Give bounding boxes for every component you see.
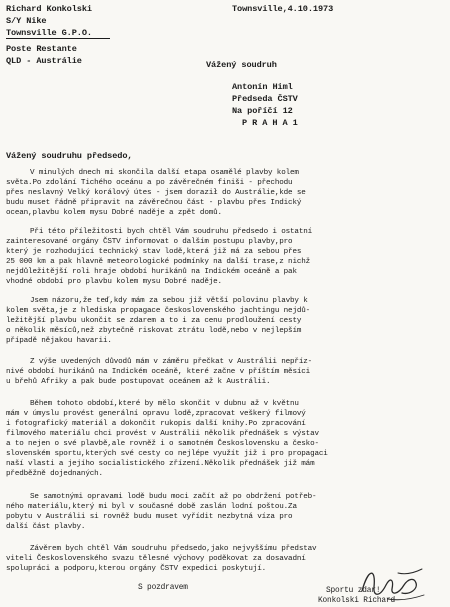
sender-city: Townsville G.P.O.: [6, 28, 92, 38]
sender-yacht: S/Y Nike: [6, 16, 47, 26]
paragraph-line: slovenském sportu,kterých své cesty co nejlépe využít již i pro propagaci: [6, 450, 328, 458]
paragraph-line: u břehů Afriky a pak bude postupovat oceánem až k Austrálii.: [6, 378, 271, 386]
paragraph-line: Při této příležitosti bych chtěl Vám soudruhu předsedo i ostatní: [30, 228, 313, 236]
addressee-title: Předseda ČSTV: [232, 94, 298, 104]
paragraph-line: kolem světa,je z hlediska propagace československého jachtingu nejdů-: [6, 307, 311, 315]
paragraph-line: o několik měsíců,než zbytečně riskovat ztrátu lodě,nebo v nejlepším: [6, 327, 302, 335]
letter-date: Townsville,4.10.1973: [232, 4, 334, 14]
paragraph-line: Závěrem bych chtěl Vám soudruhu předsedo,jako nejvyššímu představ: [30, 545, 317, 553]
paragraph-line: 25 000 km a pak hlavně meteorologické podmínky na další trase,z nichž: [6, 258, 311, 266]
paragraph-line: pobytu v Austrálii si rovněž budu muset vyřídit nezbytná víza pro: [6, 513, 293, 521]
paragraph-line: vhodné období pro plavbu kolem mysu Dobré naděje.: [6, 278, 222, 286]
paragraph-line: nivé období hurikánů na Indickém oceáně, které začne v příštím měsíci: [6, 368, 311, 376]
closing: S pozdravem: [138, 584, 188, 592]
paragraph-line: ného materiálu,který mi byl v současné době zaslán lodní poštou.Za: [6, 503, 297, 511]
paragraph-line: Během tohoto období,které by mělo skončit v dubnu až v květnu: [30, 400, 299, 408]
paragraph-line: spolupráci a podporu,kterou orgány ČSTV expedici poskytují.: [6, 565, 267, 573]
sender-city-underline: [6, 38, 110, 39]
paragraph-line: V minulých dnech mi skončila další etapa osamělé plavby kolem: [30, 169, 299, 177]
paragraph-line: předběžně dojednaných.: [6, 470, 103, 478]
addressee-name: Antonín Himl: [232, 82, 293, 92]
paragraph-line: mám v úmyslu provést generální opravu lodě,zpracovat veškerý filmový: [6, 410, 306, 418]
sender-poste-restante: Poste Restante: [6, 44, 77, 54]
addressee-greeting: Vážený soudruh: [206, 60, 277, 70]
signoff: Sportu zdar!: [326, 587, 381, 595]
paragraph-line: viteli Československého svazu tělesné výchovy poděkovat za dosavadní: [6, 555, 306, 563]
paragraph-line: ocean,plavbu kolem mysu Dobré naděje a zpět domů.: [6, 209, 222, 217]
paragraph-line: nejdůležitější roli hraje období hurikánů na Indickém oceáně a pak: [6, 268, 297, 276]
paragraph-line: i fotografický materiál a dokončit rukopis další knihy.Po zpracování: [6, 420, 306, 428]
sender-country: QLD - Austrálie: [6, 56, 82, 66]
addressee-city: P R A H A 1: [242, 118, 298, 128]
paragraph-line: naší vlasti a jejího socialistického zřízení.Několik přednášek již mám: [6, 460, 315, 468]
paragraph-line: který je rozhodující technický stav lodě,která již má za sebou přes: [6, 248, 302, 256]
paragraph-line: ležitější plavbu ukončit se zdarem a to i za cenu prodloužení cesty: [6, 317, 302, 325]
paragraph-line: případě nějakou havarii.: [6, 337, 112, 345]
sender-name: Richard Konkolski: [6, 4, 92, 14]
handwritten-signature: [358, 561, 428, 605]
paragraph-line: zainteresované orgány ČSTV informovat o dalším postupu plavby,pro: [6, 238, 293, 246]
signature-name: Konkolski Richard: [318, 597, 395, 605]
paragraph-line: světa.Po zdolání Tichého oceánu a po závěrečném finiši - přechodu: [6, 179, 293, 187]
paragraph-line: Se samotnými opravami lodě budu moci začít až po obdržení potřeb-: [30, 493, 317, 501]
addressee-street: Na poříčí 12: [232, 106, 293, 116]
paragraph-line: a to nejen o své plavbě,ale rovněž i o samotném Československu a česko-: [6, 440, 319, 448]
salutation: Vážený soudruhu předsedo,: [6, 151, 133, 161]
paragraph-line: Z výše uvedených důvodů mám v záměru přečkat v Austrálii nepříz-: [30, 358, 313, 366]
paragraph-line: přes neslavný Velký korálový útes - jsem doraził do Austrálie,kde se: [6, 189, 306, 197]
paragraph-line: Jsem názoru,že teď,kdy mám za sebou již větší polovinu plavby k: [30, 297, 308, 305]
paragraph-line: další část plavby.: [6, 523, 86, 531]
paragraph-line: budu muset řádně připravit na závěrečnou část - plavbu přes Indický: [6, 199, 302, 207]
paragraph-line: filmového materiálu chci provést v Austrálii několik přednášek s výstav: [6, 430, 319, 438]
